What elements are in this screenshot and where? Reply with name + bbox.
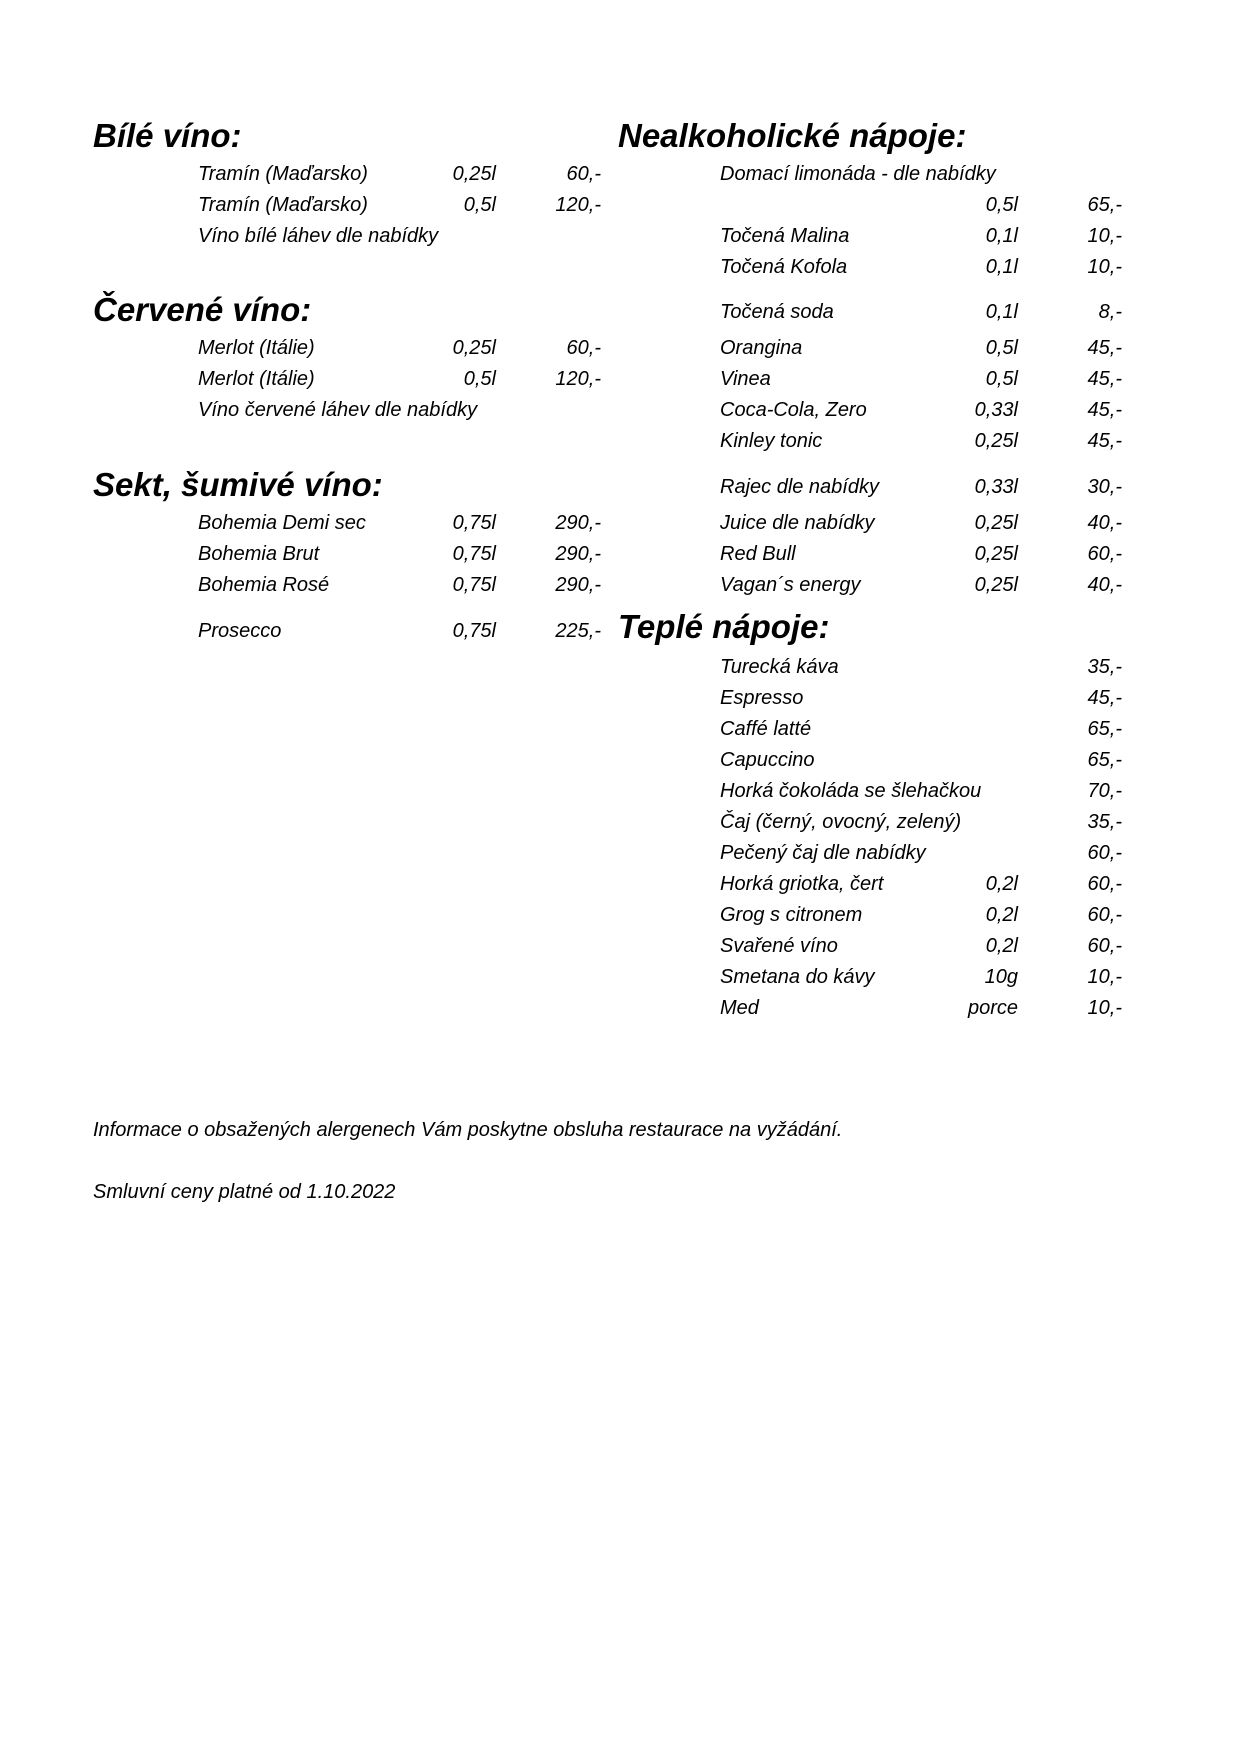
item-volume: 0,2l: [985, 904, 1018, 926]
item-volume: 0,2l: [985, 873, 1018, 895]
item-name: Horká griotka, čert: [720, 873, 884, 895]
item-price: 290,-: [555, 574, 601, 596]
menu-item: [720, 683, 1122, 714]
item-price: 35,-: [1087, 811, 1122, 833]
item-volume: 0,75l: [452, 574, 496, 596]
menu-item: [198, 616, 601, 647]
menu-item: [720, 776, 1122, 807]
item-price: 60,-: [1087, 935, 1122, 957]
item-volume: 0,75l: [452, 543, 496, 565]
section-title-soft-drinks: Nealkoholické nápoje:: [618, 117, 967, 154]
item-volume: 0,33l: [974, 399, 1018, 421]
menu-item: [198, 508, 601, 539]
item-volume: 0,1l: [985, 256, 1018, 278]
item-price: 65,-: [1087, 194, 1122, 216]
price-validity-note: Smluvní ceny platné od 1.10.2022: [93, 1181, 396, 1203]
item-volume: 0,25l: [974, 543, 1018, 565]
item-price: 30,-: [1087, 476, 1122, 498]
item-name: Domací limonáda - dle nabídky: [720, 163, 996, 185]
item-volume: 0,75l: [452, 620, 496, 642]
item-price: 120,-: [555, 368, 601, 390]
menu-item: [720, 426, 1122, 457]
item-volume: 10g: [984, 966, 1018, 988]
menu-item: [720, 508, 1122, 539]
menu-item: [720, 714, 1122, 745]
menu-item: [198, 159, 601, 190]
item-name: Točená Malina: [720, 225, 850, 247]
item-name: Capuccino: [720, 749, 815, 771]
item-price: 225,-: [555, 620, 601, 642]
item-price: 10,-: [1087, 966, 1122, 988]
item-price: 65,-: [1087, 718, 1122, 740]
menu-item: [720, 395, 1122, 426]
item-price: 60,-: [1087, 904, 1122, 926]
item-name: Tramín (Maďarsko): [198, 194, 368, 216]
menu-item: [720, 745, 1122, 776]
menu-item: [720, 962, 1122, 993]
item-name: Red Bull: [720, 543, 796, 565]
item-price: 65,-: [1087, 749, 1122, 771]
item-name: Pečený čaj dle nabídky: [720, 842, 926, 864]
item-name: Prosecco: [198, 620, 282, 642]
item-volume: 0,5l: [463, 368, 496, 390]
item-name: Merlot (Itálie): [198, 337, 315, 359]
item-price: 290,-: [555, 543, 601, 565]
menu-item: [720, 931, 1122, 962]
menu-item: [198, 190, 601, 221]
item-volume: 0,1l: [985, 225, 1018, 247]
menu-item: [720, 570, 1122, 601]
menu-item: [198, 539, 601, 570]
item-volume: 0,1l: [985, 301, 1018, 323]
item-name: Horká čokoláda se šlehačkou: [720, 780, 982, 802]
item-name: Vagan´s energy: [720, 574, 861, 596]
menu-item: [720, 838, 1122, 869]
item-price: 60,-: [566, 163, 601, 185]
item-name: Víno bílé láhev dle nabídky: [198, 225, 439, 247]
item-name: Coca-Cola, Zero: [720, 399, 867, 421]
item-volume: 0,5l: [463, 194, 496, 216]
item-volume: 0,5l: [985, 368, 1018, 390]
menu-item: [198, 570, 601, 601]
menu-item: [720, 221, 1122, 252]
item-name: Bohemia Rosé: [198, 574, 330, 596]
item-volume: 0,25l: [452, 163, 496, 185]
menu-item: [720, 159, 1122, 190]
item-name: Merlot (Itálie): [198, 368, 315, 390]
menu-item: [720, 472, 1122, 503]
item-name: Rajec dle nabídky: [720, 476, 879, 498]
menu-item: [198, 221, 601, 252]
item-volume: 0,75l: [452, 512, 496, 534]
item-volume: 0,25l: [974, 512, 1018, 534]
item-volume: 0,25l: [452, 337, 496, 359]
item-price: 10,-: [1087, 997, 1122, 1019]
menu-item: [720, 252, 1122, 283]
item-volume: 0,33l: [974, 476, 1018, 498]
item-price: 60,-: [1087, 873, 1122, 895]
item-name: Čaj (černý, ovocný, zelený): [720, 811, 962, 833]
allergen-note: Informace o obsažených alergenech Vám poskytne obsluha restaurace na vyžádání.: [93, 1119, 843, 1141]
item-name: Med: [720, 997, 759, 1019]
item-name: Točená soda: [720, 301, 834, 323]
item-price: 45,-: [1087, 687, 1122, 709]
item-name: Víno červené láhev dle nabídky: [198, 399, 478, 421]
menu-item: [198, 333, 601, 364]
menu-item: [720, 364, 1122, 395]
item-volume: 0,2l: [985, 935, 1018, 957]
item-price: 8,-: [1098, 301, 1122, 323]
menu-item: [198, 364, 601, 395]
item-price: 45,-: [1087, 399, 1122, 421]
item-price: 45,-: [1087, 368, 1122, 390]
menu-item: [720, 539, 1122, 570]
item-price: 10,-: [1087, 225, 1122, 247]
item-price: 40,-: [1087, 512, 1122, 534]
item-price: 45,-: [1087, 337, 1122, 359]
menu-item: [720, 993, 1122, 1024]
section-title-hot-drinks: Teplé nápoje:: [618, 608, 830, 645]
item-name: Orangina: [720, 337, 803, 359]
item-name: Espresso: [720, 687, 804, 709]
item-price: 70,-: [1087, 780, 1122, 802]
item-price: 40,-: [1087, 574, 1122, 596]
item-price: 120,-: [555, 194, 601, 216]
menu-item: [720, 297, 1122, 328]
item-price: 35,-: [1087, 656, 1122, 678]
item-price: 60,-: [566, 337, 601, 359]
item-name: Bohemia Brut: [198, 543, 320, 565]
menu-item: [720, 333, 1122, 364]
item-price: 10,-: [1087, 256, 1122, 278]
item-name: Svařené víno: [720, 935, 838, 957]
item-name: Caffé latté: [720, 718, 812, 740]
item-name: Turecká káva: [720, 656, 839, 678]
item-volume: 0,5l: [985, 337, 1018, 359]
item-price: 60,-: [1087, 842, 1122, 864]
item-name: Kinley tonic: [720, 430, 823, 452]
item-volume: 0,25l: [974, 574, 1018, 596]
menu-item: [198, 395, 601, 426]
item-name: Smetana do kávy: [720, 966, 875, 988]
item-name: Tramín (Maďarsko): [198, 163, 368, 185]
item-volume: 0,5l: [985, 194, 1018, 216]
menu-item: [720, 869, 1122, 900]
item-name: Bohemia Demi sec: [198, 512, 366, 534]
item-price: 290,-: [555, 512, 601, 534]
menu-item: [720, 900, 1122, 931]
item-name: Juice dle nabídky: [720, 512, 875, 534]
menu-item: [720, 807, 1122, 838]
item-name: Grog s citronem: [720, 904, 863, 926]
menu-item: [720, 652, 1122, 683]
item-price: 60,-: [1087, 543, 1122, 565]
item-name: Točená Kofola: [720, 256, 848, 278]
item-price: 45,-: [1087, 430, 1122, 452]
section-title-white-wine: Bílé víno:: [93, 117, 242, 154]
item-volume: 0,25l: [974, 430, 1018, 452]
item-name: Vinea: [720, 368, 771, 390]
section-title-red-wine: Červené víno:: [93, 291, 312, 328]
menu-item: [720, 190, 1122, 221]
item-volume: porce: [967, 997, 1018, 1019]
section-title-sparkling-wine: Sekt, šumivé víno:: [93, 466, 383, 503]
